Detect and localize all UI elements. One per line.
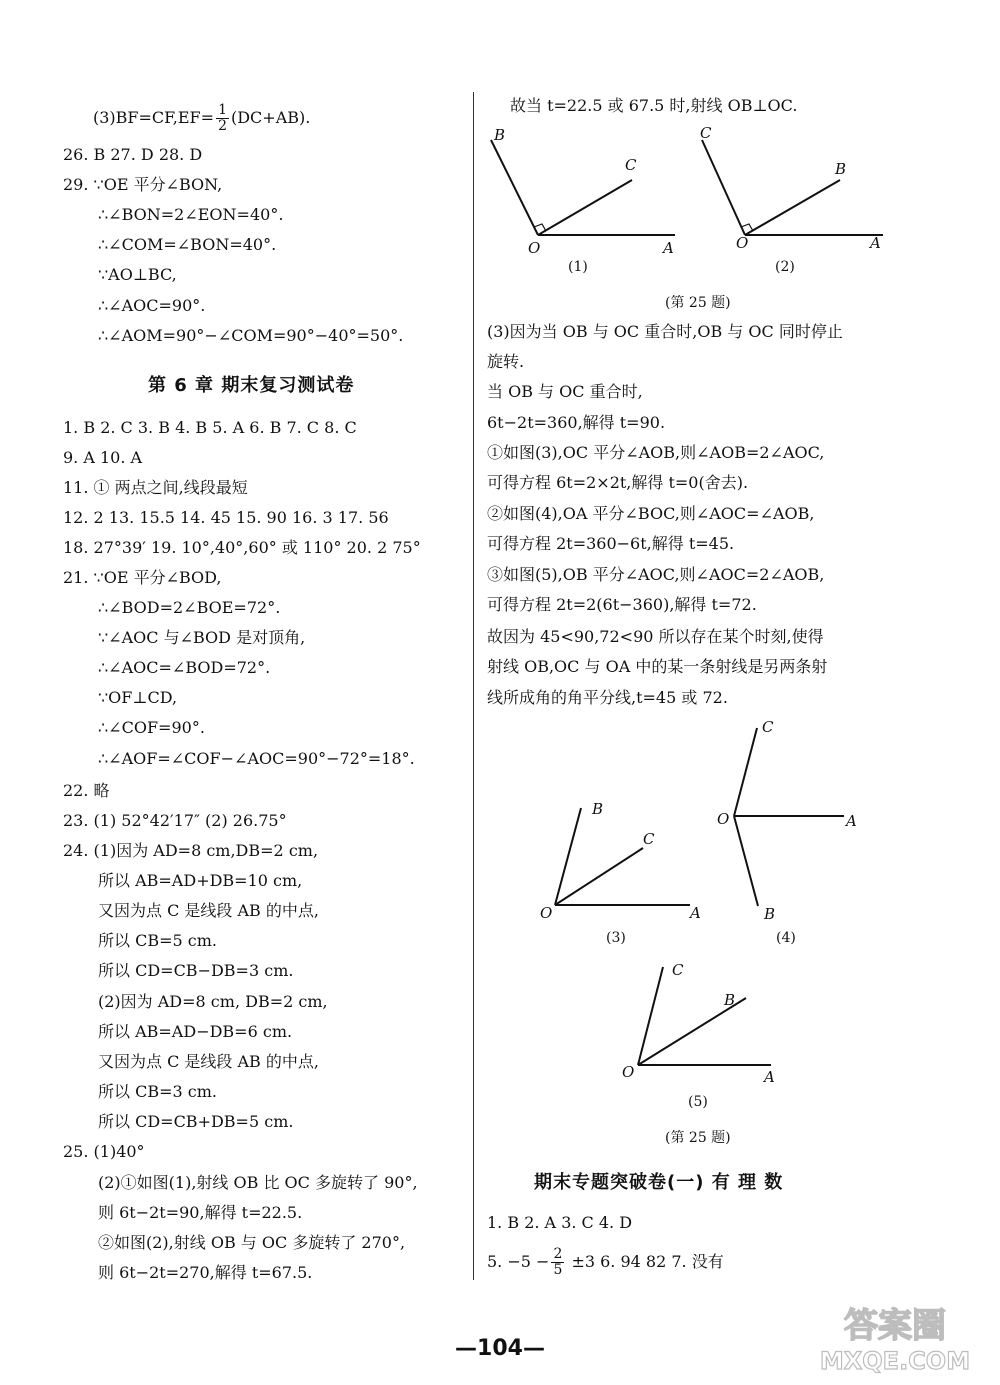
column-divider bbox=[473, 92, 474, 1280]
answer-line: 12. 2 13. 15.5 14. 45 15. 90 16. 3 17. 56 bbox=[63, 508, 389, 527]
answer-line: 线所成角的角平分线,t=45 或 72. bbox=[487, 688, 728, 707]
answer-line: ∴∠AOF=∠COF−∠AOC=90°−72°=18°. bbox=[98, 749, 415, 768]
denominator: 2 bbox=[218, 118, 227, 134]
watermark-logo bbox=[810, 1299, 980, 1377]
answer-line: 29. ∵OE 平分∠BON, bbox=[63, 175, 223, 194]
answer-line: 所以 CD=CB+DB=5 cm. bbox=[98, 1112, 294, 1131]
label-O: O bbox=[540, 904, 553, 920]
text: (DC+AB). bbox=[230, 108, 311, 127]
denominator: 5 bbox=[553, 1262, 563, 1278]
answer-line: 射线 OB,OC 与 OA 中的某一条射线是另两条射 bbox=[487, 657, 828, 676]
answer-line: 又因为点 C 是线段 AB 的中点, bbox=[98, 1052, 319, 1071]
label-O: O bbox=[622, 1063, 635, 1081]
answer-line: 所以 CB=3 cm. bbox=[98, 1082, 217, 1101]
fraction bbox=[216, 103, 229, 134]
answer-line: 可得方程 6t=2×2t,解得 t=0(舍去). bbox=[487, 473, 749, 492]
answer-line bbox=[487, 1247, 724, 1278]
answer-line: 9. A 10. A bbox=[63, 448, 143, 467]
label-B: B bbox=[724, 991, 736, 1009]
numerator: 1 bbox=[218, 102, 227, 118]
answer-line: 所以 AB=AD−DB=6 cm. bbox=[98, 1022, 293, 1041]
answer-line: 则 6t−2t=90,解得 t=22.5. bbox=[98, 1203, 303, 1222]
answer-line: ∴∠BON=2∠EON=40°. bbox=[98, 205, 284, 224]
figure-caption: (2) bbox=[775, 259, 795, 275]
answer-line: ∵AO⊥BC, bbox=[98, 265, 177, 284]
answer-line: ①如图(3),OC 平分∠AOB,则∠AOB=2∠AOC, bbox=[487, 443, 825, 462]
label-A: A bbox=[663, 239, 674, 257]
answer-line bbox=[93, 103, 310, 134]
answer-line: ∴∠COF=90°. bbox=[98, 718, 205, 737]
answer-line: 25. (1)40° bbox=[63, 1142, 145, 1161]
answer-line: ③如图(5),OB 平分∠AOC,则∠AOC=2∠AOB, bbox=[487, 565, 825, 584]
answer-line: 1. B 2. C 3. B 4. B 5. A 6. B 7. C 8. C bbox=[63, 418, 357, 437]
answer-line: (3)因为当 OB 与 OC 重合时,OB 与 OC 同时停止 bbox=[487, 322, 843, 341]
answer-line: 26. B 27. D 28. D bbox=[63, 145, 203, 164]
answer-line: 11. ① 两点之间,线段最短 bbox=[63, 478, 248, 497]
label-C: C bbox=[643, 830, 655, 848]
label-C: C bbox=[762, 718, 774, 736]
text: ±3 6. 94 82 7. 没有 bbox=[566, 1252, 724, 1271]
figure-caption: (5) bbox=[688, 1094, 708, 1110]
answer-line: ∵∠AOC 与∠BOD 是对顶角, bbox=[98, 628, 306, 647]
figure-group-caption: (第 25 题) bbox=[665, 1130, 731, 1146]
answer-line: (2)因为 AD=8 cm, DB=2 cm, bbox=[98, 992, 328, 1011]
answer-line: 当 OB 与 OC 重合时, bbox=[487, 382, 643, 401]
answer-line: 旋转. bbox=[487, 352, 525, 371]
text: (3)BF=CF,EF= bbox=[93, 108, 215, 127]
fraction bbox=[551, 1247, 564, 1278]
answer-line: 所以 AB=AD+DB=10 cm, bbox=[98, 871, 303, 890]
numerator: 2 bbox=[553, 1246, 563, 1262]
label-B: B bbox=[494, 126, 506, 144]
text: 5. −5 − bbox=[487, 1252, 550, 1271]
answer-line: ②如图(2),射线 OB 与 OC 多旋转了 270°, bbox=[98, 1233, 406, 1252]
figure-4 bbox=[712, 712, 872, 927]
section-heading: 期末专题突破卷(一) 有 理 数 bbox=[534, 1172, 784, 1193]
answer-line: 可得方程 2t=2(6t−360),解得 t=72. bbox=[487, 595, 757, 614]
label-C: C bbox=[672, 961, 684, 979]
section-heading: 第 6 章 期末复习测试卷 bbox=[148, 375, 355, 396]
label-C: C bbox=[625, 156, 637, 174]
answer-line: 18. 27°39′ 19. 10°,40°,60° 或 110° 20. 2 75° bbox=[63, 538, 421, 557]
answer-line: ∴∠AOC=90°. bbox=[98, 296, 206, 315]
answer-line: ②如图(4),OA 平分∠BOC,则∠AOC=∠AOB, bbox=[487, 504, 815, 523]
label-A: A bbox=[690, 904, 701, 920]
answer-line: ∵OF⊥CD, bbox=[98, 688, 178, 707]
label-C: C bbox=[700, 124, 712, 142]
figure-2 bbox=[688, 120, 898, 260]
figure-5 bbox=[618, 955, 788, 1085]
label-A: A bbox=[846, 812, 857, 830]
answer-line: 6t−2t=360,解得 t=90. bbox=[487, 413, 666, 432]
answer-line: 所以 CB=5 cm. bbox=[98, 931, 217, 950]
figure-caption: (4) bbox=[776, 930, 796, 946]
answer-line: ∴∠AOM=90°−∠COM=90°−40°=50°. bbox=[98, 326, 404, 345]
figure-caption: (3) bbox=[606, 930, 626, 946]
label-O: O bbox=[528, 239, 541, 257]
label-B: B bbox=[592, 800, 604, 818]
answer-line: 21. ∵OE 平分∠BOD, bbox=[63, 568, 222, 587]
svg-text:答案圈: 答案圈 bbox=[844, 1306, 946, 1346]
label-A: A bbox=[764, 1068, 775, 1085]
answer-line: ∴∠AOC=∠BOD=72°. bbox=[98, 658, 271, 677]
answer-line: 又因为点 C 是线段 AB 的中点, bbox=[98, 901, 319, 920]
label-O: O bbox=[736, 234, 749, 252]
answer-line: 可得方程 2t=360−6t,解得 t=45. bbox=[487, 534, 735, 553]
figure-caption: (1) bbox=[568, 259, 588, 275]
answer-line: 所以 CD=CB−DB=3 cm. bbox=[98, 961, 294, 980]
label-O: O bbox=[717, 810, 730, 828]
label-B: B bbox=[835, 160, 847, 178]
figure-1 bbox=[480, 120, 690, 260]
label-A: A bbox=[870, 234, 881, 252]
label-B: B bbox=[764, 905, 776, 923]
answer-line: 故因为 45<90,72<90 所以存在某个时刻,使得 bbox=[487, 627, 824, 646]
answer-line: 则 6t−2t=270,解得 t=67.5. bbox=[98, 1263, 313, 1282]
answer-line: 24. (1)因为 AD=8 cm,DB=2 cm, bbox=[63, 841, 319, 860]
page-number: —104— bbox=[455, 1336, 545, 1361]
answer-line: ∴∠BOD=2∠BOE=72°. bbox=[98, 598, 281, 617]
answer-line: 22. 略 bbox=[63, 781, 110, 800]
figure-group-caption: (第 25 题) bbox=[665, 295, 731, 311]
answer-line: (2)①如图(1),射线 OB 比 OC 多旋转了 90°, bbox=[98, 1173, 418, 1192]
answer-line: 23. (1) 52°42′17″ (2) 26.75° bbox=[63, 811, 287, 830]
answer-line: 故当 t=22.5 或 67.5 时,射线 OB⊥OC. bbox=[510, 96, 798, 115]
figure-3 bbox=[535, 790, 715, 920]
answer-line: ∴∠COM=∠BON=40°. bbox=[98, 235, 277, 254]
svg-text:MXQE.COM: MXQE.COM bbox=[819, 1347, 971, 1375]
answer-line: 1. B 2. A 3. C 4. D bbox=[487, 1213, 633, 1232]
